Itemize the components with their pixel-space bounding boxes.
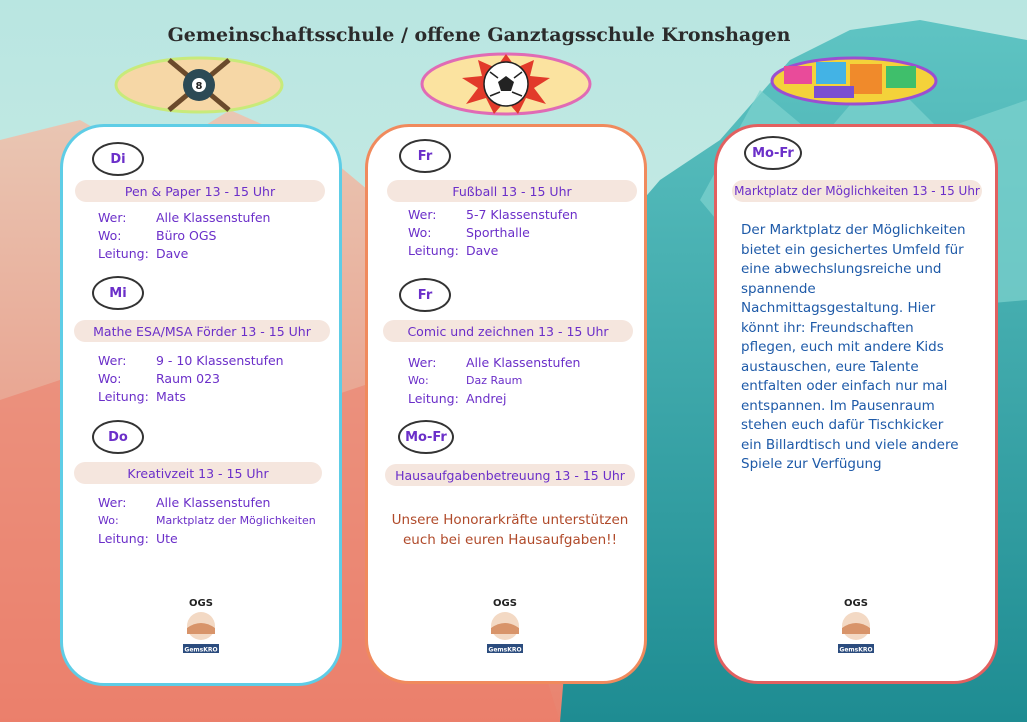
- page-title: Gemeinschaftsschule / offene Ganztagsschule Kronshagen: [167, 24, 791, 46]
- leitung-label: Leitung:: [408, 391, 459, 406]
- leitung-value: Andrej: [466, 391, 507, 406]
- wer-label: Wer:: [98, 210, 127, 225]
- marktplatz-description: Der Marktplatz der Möglichkeiten bietet ein gesichertes Umfeld für eine abwechslungsreiche und spannende Nachmittagsgestaltung. Hier könnt ihr: Freundschaften pflegen, euch mit andere Kids austauschen, eure Talente entfalten oder einfach nur mal entspannen. Im Pausenraum stehen euch dafür Tischkicker ein Billardtisch und viele andere Spiele zur Verfügung: [741, 222, 966, 472]
- info-block-fussball: [408, 206, 578, 260]
- comic-collage-icon: [770, 56, 938, 106]
- wo-value: Sporthalle: [466, 225, 530, 240]
- wo-label: Wo:: [98, 371, 122, 386]
- info-block-mathe: [98, 352, 284, 406]
- svg-text:8: 8: [195, 81, 203, 92]
- day-badge-fr-2: Fr: [399, 278, 451, 312]
- ogs-logo-icon: [831, 594, 881, 656]
- leitung-value: Ute: [156, 531, 178, 546]
- wer-label: Wer:: [408, 207, 437, 222]
- wer-label: Wer:: [408, 355, 437, 370]
- wo-value: Marktplatz der Möglichkeiten: [156, 514, 316, 527]
- wo-value: Daz Raum: [466, 374, 523, 387]
- wer-value: Alle Klassenstufen: [156, 495, 271, 510]
- wo-label: Wo:: [98, 228, 122, 243]
- day-badge-do: Do: [92, 420, 144, 454]
- wer-label: Wer:: [98, 495, 127, 510]
- activity-bar-hausaufgaben: Hausaufgabenbetreuung 13 - 15 Uhr: [385, 464, 635, 486]
- day-badge-fr-1: Fr: [399, 139, 451, 173]
- wer-value: 9 - 10 Klassenstufen: [156, 353, 284, 368]
- day-badge-mo-fr-homework: Mo-Fr: [398, 420, 454, 454]
- wer-value: 5-7 Klassenstufen: [466, 207, 578, 222]
- logo-subtext: GemsKRO: [488, 646, 522, 654]
- homework-note: Unsere Honorarkräfte unterstützen euch bei euren Hausaufgaben!!: [391, 512, 629, 548]
- logo-subtext: GemsKRO: [184, 646, 218, 654]
- logo-text: OGS: [844, 598, 868, 609]
- activity-bar-marktplatz: Marktplatz der Möglichkeiten 13 - 15 Uhr: [732, 180, 982, 202]
- leitung-value: Mats: [156, 389, 186, 404]
- wo-value: Raum 023: [156, 371, 221, 386]
- wo-label: Wo:: [98, 514, 119, 527]
- info-block-pen-paper: [98, 209, 270, 263]
- logo-subtext: GemsKRO: [839, 646, 873, 654]
- leitung-label: Leitung:: [98, 389, 149, 404]
- billiard-ball-icon: [114, 56, 284, 114]
- activity-bar-kreativzeit: Kreativzeit 13 - 15 Uhr: [74, 462, 322, 484]
- leitung-value: Dave: [466, 243, 499, 258]
- activity-bar-comic: Comic und zeichnen 13 - 15 Uhr: [383, 320, 633, 342]
- wer-value: Alle Klassenstufen: [466, 355, 581, 370]
- leitung-label: Leitung:: [408, 243, 459, 258]
- day-badge-mo-fr-marktplatz: Mo-Fr: [744, 136, 802, 170]
- ogs-logo-icon: [480, 594, 530, 656]
- ogs-logo-icon: [176, 594, 226, 656]
- info-block-comic: [408, 354, 580, 408]
- logo-text: OGS: [493, 598, 517, 609]
- info-block-kreativzeit: [98, 494, 316, 548]
- activity-bar-mathe: Mathe ESA/MSA Förder 13 - 15 Uhr: [74, 320, 330, 342]
- wer-value: Alle Klassenstufen: [156, 210, 271, 225]
- wer-label: Wer:: [98, 353, 127, 368]
- wo-label: Wo:: [408, 225, 432, 240]
- leitung-label: Leitung:: [98, 246, 149, 261]
- soccer-ball-icon: [420, 52, 592, 116]
- leitung-label: Leitung:: [98, 531, 149, 546]
- day-badge-di: Di: [92, 142, 144, 176]
- leitung-value: Dave: [156, 246, 189, 261]
- wo-value: Büro OGS: [156, 228, 217, 243]
- day-badge-mi: Mi: [92, 276, 144, 310]
- logo-text: OGS: [189, 598, 213, 609]
- wo-label: Wo:: [408, 374, 429, 387]
- activity-bar-fussball: Fußball 13 - 15 Uhr: [387, 180, 637, 202]
- activity-bar-pen-paper: Pen & Paper 13 - 15 Uhr: [75, 180, 325, 202]
